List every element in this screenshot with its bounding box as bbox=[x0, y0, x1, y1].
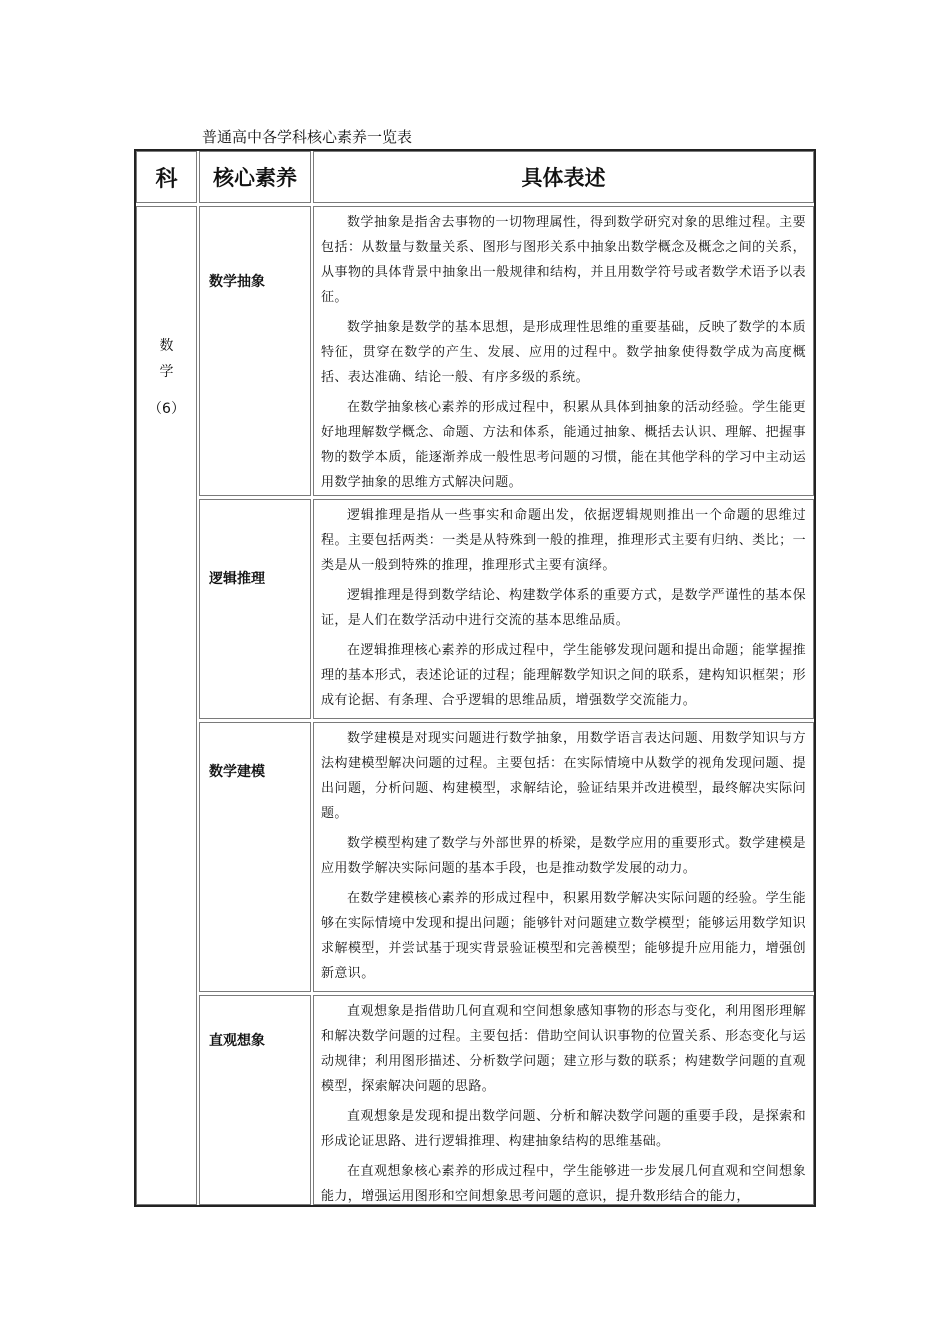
description-paragraph: 在数学抽象核心素养的形成过程中，积累从具体到抽象的活动经验。学生能更好地理解数学概念、命题、方法和体系，能通过抽象、概括去认识、理解、把握事物的数学本质，能逐渐养成一般性思考问题的习惯，能在其他学科的学习中主动运用数学抽象的思维方式解决问题。 bbox=[321, 400, 806, 490]
subject-count: （6） bbox=[148, 401, 185, 417]
competency-cell bbox=[199, 722, 311, 992]
competency-cell bbox=[199, 995, 311, 1205]
description-paragraph: 直观想象是发现和提出数学问题、分析和解决数学问题的重要手段，是探索和形成论证思路、进行逻辑推理、构建抽象结构的思维基础。 bbox=[321, 1109, 806, 1149]
description-paragraph: 逻辑推理是得到数学结论、构建数学体系的重要方式，是数学严谨性的基本保证，是人们在数学活动中进行交流的基本思维品质。 bbox=[321, 588, 806, 628]
description-cell bbox=[313, 722, 814, 992]
header-description: 具体表述 bbox=[313, 151, 814, 203]
description-paragraph: 在逻辑推理核心素养的形成过程中，学生能够发现问题和提出命题；能掌握推理的基本形式，表述论证的过程；能理解数学知识之间的联系，建构知识框架；形成有论据、有条理、合乎逻辑的思维品质，增强数学交流能力。 bbox=[321, 643, 806, 708]
competency-table bbox=[134, 149, 816, 1207]
competency-name: 数学抽象 bbox=[209, 274, 265, 290]
subject-char-2: 学 bbox=[159, 364, 174, 380]
competency-name: 数学建模 bbox=[209, 764, 265, 780]
description-paragraph: 在数学建模核心素养的形成过程中，积累用数学解决实际问题的经验。学生能够在实际情境中发现和提出问题；能够针对问题建立数学模型；能够运用数学知识求解模型，并尝试基于现实背景验证模型和完善模型；能够提升应用能力，增强创新意识。 bbox=[321, 891, 806, 981]
description-cell bbox=[313, 206, 814, 496]
description-paragraph: 数学模型构建了数学与外部世界的桥梁，是数学应用的重要形式。数学建模是应用数学解决实际问题的基本手段，也是推动数学发展的动力。 bbox=[321, 836, 806, 876]
competency-name: 逻辑推理 bbox=[209, 571, 265, 587]
description-cell bbox=[313, 499, 814, 719]
competency-name: 直观想象 bbox=[209, 1033, 265, 1049]
description-cell bbox=[313, 995, 814, 1205]
competency-cell bbox=[199, 206, 311, 496]
competency-cell bbox=[199, 499, 311, 719]
subject-cell bbox=[136, 206, 197, 1205]
description-paragraph: 逻辑推理是指从一些事实和命题出发，依据逻辑规则推出一个命题的思维过程。主要包括两类：一类是从特殊到一般的推理，推理形式主要有归纳、类比；一类是从一般到特殊的推理，推理形式主要有演绎。 bbox=[321, 508, 806, 573]
description-paragraph: 数学建模是对现实问题进行数学抽象，用数学语言表达问题、用数学知识与方法构建模型解决问题的过程。主要包括：在实际情境中从数学的视角发现问题、提出问题，分析问题、构建模型，求解结论，验证结果并改进模型，最终解决实际问题。 bbox=[321, 731, 806, 821]
description-paragraph: 数学抽象是数学的基本思想，是形成理性思维的重要基础，反映了数学的本质特征，贯穿在数学的产生、发展、应用的过程中。数学抽象使得数学成为高度概括、表达准确、结论一般、有序多级的系统。 bbox=[321, 320, 806, 385]
description-paragraph: 直观想象是指借助几何直观和空间想象感知事物的形态与变化，利用图形理解和解决数学问题的过程。主要包括：借助空间认识事物的位置关系、形态变化与运动规律；利用图形描述、分析数学问题；建立形与数的联系；构建数学问题的直观模型，探索解决问题的思路。 bbox=[321, 1004, 806, 1094]
description-paragraph: 在直观想象核心素养的形成过程中，学生能够进一步发展几何直观和空间想象能力，增强运用图形和空间想象思考问题的意识，提升数形结合的能力， bbox=[321, 1164, 806, 1204]
table-caption: 普通高中各学科核心素养一览表 bbox=[202, 128, 413, 146]
description-paragraph: 数学抽象是指舍去事物的一切物理属性，得到数学研究对象的思维过程。主要包括：从数量与数量关系、图形与图形关系中抽象出数学概念及概念之间的关系，从事物的具体背景中抽象出一般规律和结构，并且用数学符号或者数学术语予以表征。 bbox=[321, 215, 806, 305]
subject-char-1: 数 bbox=[159, 338, 174, 354]
header-subject: 科 bbox=[136, 151, 197, 203]
header-competency: 核心素养 bbox=[199, 151, 311, 203]
